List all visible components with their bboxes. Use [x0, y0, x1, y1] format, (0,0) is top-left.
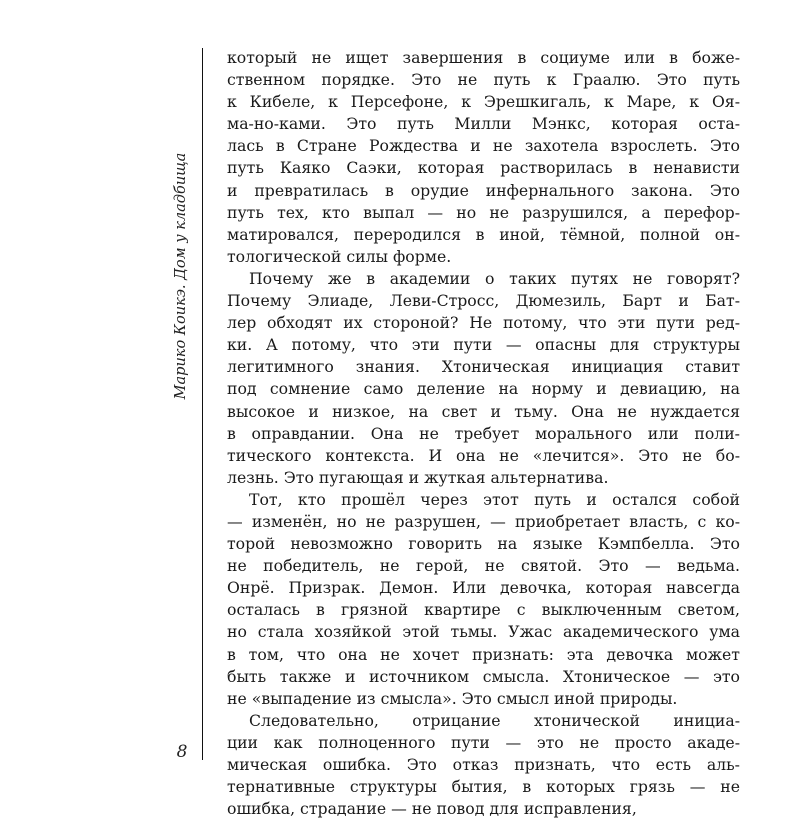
- text-line: мическая ошибка. Это отказ признать, что есть аль-: [227, 755, 740, 774]
- text-line: не победитель, не герой, не святой. Это — ведьма.: [227, 556, 740, 576]
- text-line: тологической силы форме.: [227, 246, 452, 266]
- page-number: 8: [176, 742, 188, 762]
- text-line: и превратилась в орудие инфернального закона. Это: [227, 180, 740, 200]
- text-line: в оправдании. Она не требует морального или поли-: [227, 423, 740, 443]
- text-line: торой невозможно говорить на языке Кэмпбелла. Это: [227, 534, 740, 554]
- paragraph: [227, 710, 740, 820]
- text-line: лась в Стране Рождества и не захотела взрослеть. Это: [227, 136, 740, 156]
- text-line: путь тех, кто выпал — но не разрушился, а перефор-: [227, 202, 740, 222]
- text-line: матировался, переродился в иной, тёмной, полной он-: [227, 224, 740, 244]
- text-line: к Кибеле, к Персефоне, к Эрешкигаль, к Маре, к Оя-: [227, 92, 740, 112]
- text-line: Почему Элиаде, Леви-Стросс, Дюмезиль, Барт и Бат-: [227, 291, 740, 311]
- text-line: ственном порядке. Это не путь к Граалю. Это путь: [227, 70, 740, 90]
- paragraph: [227, 268, 740, 489]
- text-line: но стала хозяйкой этой тьмы. Ужас академического ума: [227, 622, 740, 642]
- paragraph: [227, 489, 740, 710]
- text-line: Тот, кто прошёл через этот путь и остался собой: [249, 489, 740, 509]
- text-line: Следовательно, отрицание хтонической инициа-: [249, 710, 740, 730]
- body-text: [227, 47, 740, 820]
- text-line: тернативные структуры бытия, в которых грязь — не: [227, 777, 740, 797]
- text-line: тического контекста. И она не «лечится». Это не бо-: [227, 445, 740, 465]
- margin-rule: [202, 48, 203, 760]
- text-line: лер обходят их стороной? Не потому, что эти пути ред-: [227, 313, 740, 333]
- text-line: путь Каяко Саэки, которая растворилась в ненависти: [227, 158, 740, 178]
- text-line: ции как полноценного пути — это не просто акаде-: [227, 732, 740, 752]
- text-line: ошибка, страдание — не повод для исправления,: [227, 799, 637, 819]
- text-line: в том, что она не хочет признать: эта девочка может: [227, 644, 740, 664]
- text-line: Онрё. Призрак. Демон. Или девочка, которая навсегда: [227, 578, 740, 598]
- text-line: под сомнение само деление на норму и девиацию, на: [227, 379, 740, 399]
- text-line: — изменён, но не разрушен, — приобретает власть, с ко-: [227, 511, 740, 531]
- text-line: высокое и низкое, на свет и тьму. Она не нуждается: [227, 401, 740, 421]
- text-line: Почему же в академии о таких путях не говорят?: [249, 268, 740, 288]
- text-line: который не ищет завершения в социуме или в боже-: [227, 48, 740, 67]
- paragraph: [227, 47, 740, 268]
- text-line: не «выпадение из смысла». Это смысл иной природы.: [227, 688, 678, 708]
- text-line: лезнь. Это пугающая и жуткая альтернатива.: [227, 467, 609, 487]
- text-line: осталась в грязной квартире с выключенным светом,: [227, 600, 740, 620]
- text-line: легитимного знания. Хтоническая инициация ставит: [227, 357, 740, 377]
- text-line: быть также и источником смысла. Хтоническое — это: [227, 666, 740, 686]
- running-head-text: Марико Коикэ. Дом у кладбища: [173, 152, 189, 400]
- text-line: ки. А потому, что эти пути — опасны для структуры: [227, 335, 740, 355]
- text-line: ма-но-ками. Это путь Милли Мэнкс, которая оста-: [227, 114, 740, 134]
